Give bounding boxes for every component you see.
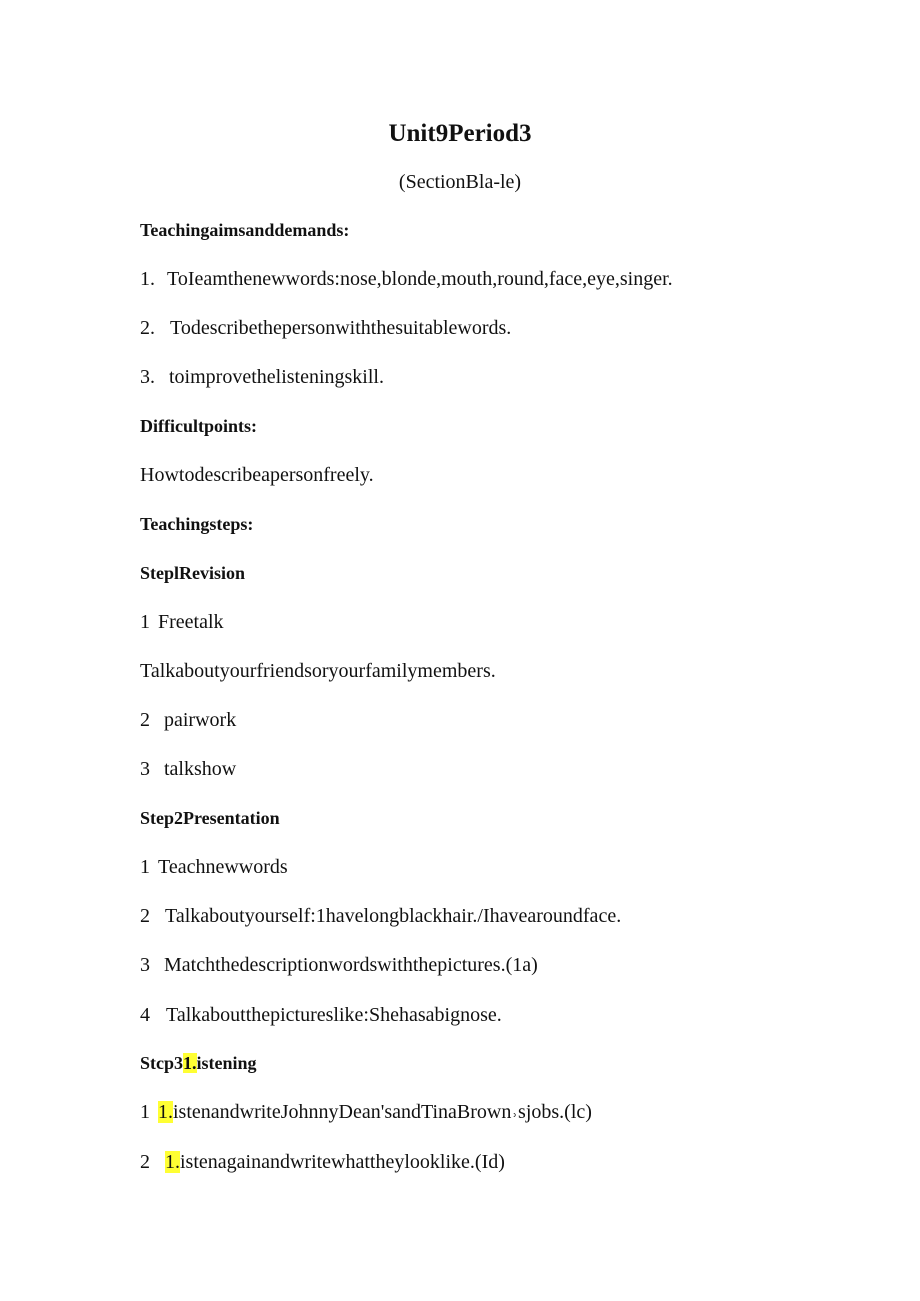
step-item-text: Freetalk [158, 611, 224, 633]
step-item-text: Talkaboutyourself:1havelongblackhair./Ihavearoundface. [165, 905, 622, 927]
step-item-number: 4 [140, 1004, 150, 1026]
step2-heading: Step2Presentation [140, 808, 280, 828]
step-item-number: 1 [140, 856, 150, 878]
step-item-number: 1 [140, 611, 150, 633]
aim-item [140, 366, 384, 389]
steps-heading: Teachingsteps: [140, 514, 254, 534]
aim-item [140, 317, 511, 340]
step-item-number: 3 [140, 758, 150, 780]
step-item-text: pairwork [164, 709, 237, 731]
step1-item [140, 709, 236, 732]
step-item-text: Talkaboutyourfriendsoryourfamilymembers. [140, 660, 496, 682]
step2-item [140, 856, 288, 879]
step-item-text: Teachnewwords [158, 856, 288, 878]
step-item-text: talkshow [164, 758, 237, 780]
step1-item [140, 758, 236, 781]
step-item-text: Talkaboutthepictureslike:Shehasabignose. [166, 1004, 502, 1026]
aim-text: Todescribethepersonwiththesuitablewords. [170, 317, 512, 339]
document-subtitle: (SectionBla-le) [398, 171, 522, 193]
highlighted-text: 1. [183, 1053, 197, 1073]
step-item-number: 1 [140, 1101, 150, 1123]
step3-heading-prefix: Stcp3 [140, 1053, 184, 1073]
aim-text: toimprovethelisteningskill. [169, 366, 384, 388]
aim-number: 3. [140, 366, 155, 388]
step2-item [140, 1004, 502, 1027]
step-item-text: istenagainandwritewhattheylooklike.(Id) [180, 1151, 505, 1173]
step3-item [140, 1101, 592, 1124]
document-title: Unit9Period3 [388, 120, 532, 147]
step-item-number: 2 [140, 905, 150, 927]
step-item-text: Matchthedescriptionwordswiththepictures.(1a) [164, 954, 538, 976]
highlighted-text: 1. [158, 1101, 173, 1123]
aim-text: ToIeamthenewwords:nose,blonde,mouth,round,face,eye,singer. [167, 268, 673, 290]
difficult-text: Howtodescribeapersonfreely. [140, 464, 374, 486]
aim-number: 1. [140, 268, 155, 290]
aim-item [140, 268, 673, 291]
step1-item [140, 660, 496, 683]
step-item-number: 2 [140, 709, 150, 731]
step-item-text: istenandwriteJohnnyDean'sandTinaBrown˒sjobs.(lc) [173, 1101, 592, 1123]
step-item-number: 2 [140, 1151, 150, 1173]
step-item-number: 3 [140, 954, 150, 976]
step3-heading-suffix: istening [196, 1053, 257, 1073]
step1-item [140, 611, 224, 634]
difficult-heading: Difficultpoints: [140, 416, 257, 436]
aim-number: 2. [140, 317, 155, 339]
aims-heading: Teachingaimsanddemands: [140, 220, 350, 240]
step2-item [140, 954, 538, 977]
step1-heading: SteplRevision [140, 563, 246, 583]
step3-heading [140, 1053, 257, 1074]
step3-item [140, 1151, 505, 1174]
step2-item [140, 905, 621, 928]
highlighted-text: 1. [165, 1151, 180, 1173]
